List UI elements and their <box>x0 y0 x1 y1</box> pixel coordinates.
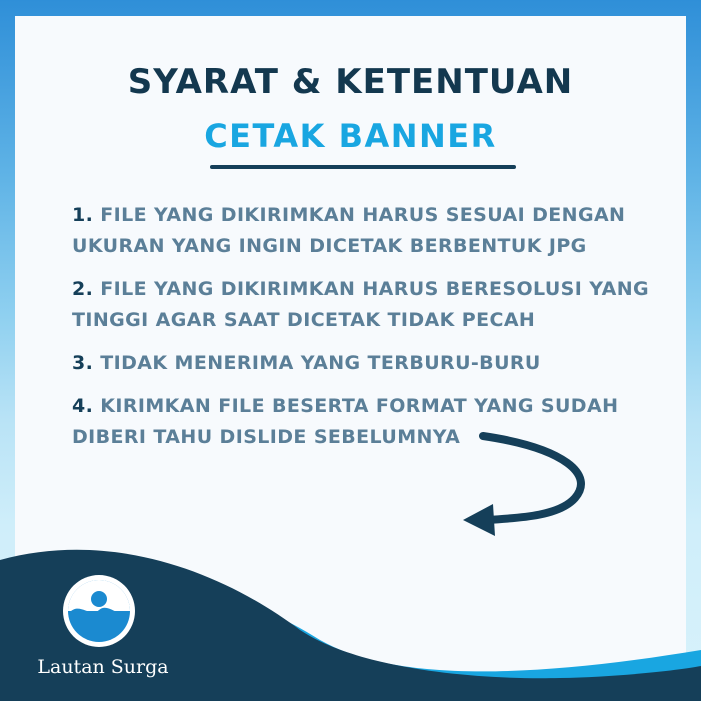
rule-text-line: TINGGI AGAR SAAT DICETAK TIDAK PECAH <box>72 309 536 331</box>
rule-number: 4. <box>72 395 94 417</box>
brand-name: Lautan Surga <box>37 656 169 678</box>
page-title: SYARAT & KETENTUAN <box>127 62 574 102</box>
rule-number: 3. <box>72 352 94 374</box>
rule-item-1 <box>72 200 672 262</box>
rule-text-line: UKURAN YANG INGIN DICETAK BERBENTUK JPG <box>72 235 587 257</box>
page-subtitle: CETAK BANNER <box>204 117 497 155</box>
rule-item-2 <box>72 274 672 336</box>
rule-text-line: FILE YANG DIKIRIMKAN HARUS SESUAI DENGAN <box>100 204 626 226</box>
rule-number: 2. <box>72 278 94 300</box>
rule-text-line: FILE YANG DIKIRIMKAN HARUS BERESOLUSI YANG <box>100 278 649 300</box>
title-underline <box>210 165 516 169</box>
wave-sun-logo-icon <box>60 572 138 650</box>
rule-text-line: TIDAK MENERIMA YANG TERBURU-BURU <box>100 352 541 374</box>
rule-text-line: KIRIMKAN FILE BESERTA FORMAT YANG SUDAH <box>100 395 619 417</box>
rule-text-line: DIBERI TAHU DISLIDE SEBELUMNYA <box>72 426 461 448</box>
rule-number: 1. <box>72 204 94 226</box>
rule-item-3 <box>72 348 672 379</box>
